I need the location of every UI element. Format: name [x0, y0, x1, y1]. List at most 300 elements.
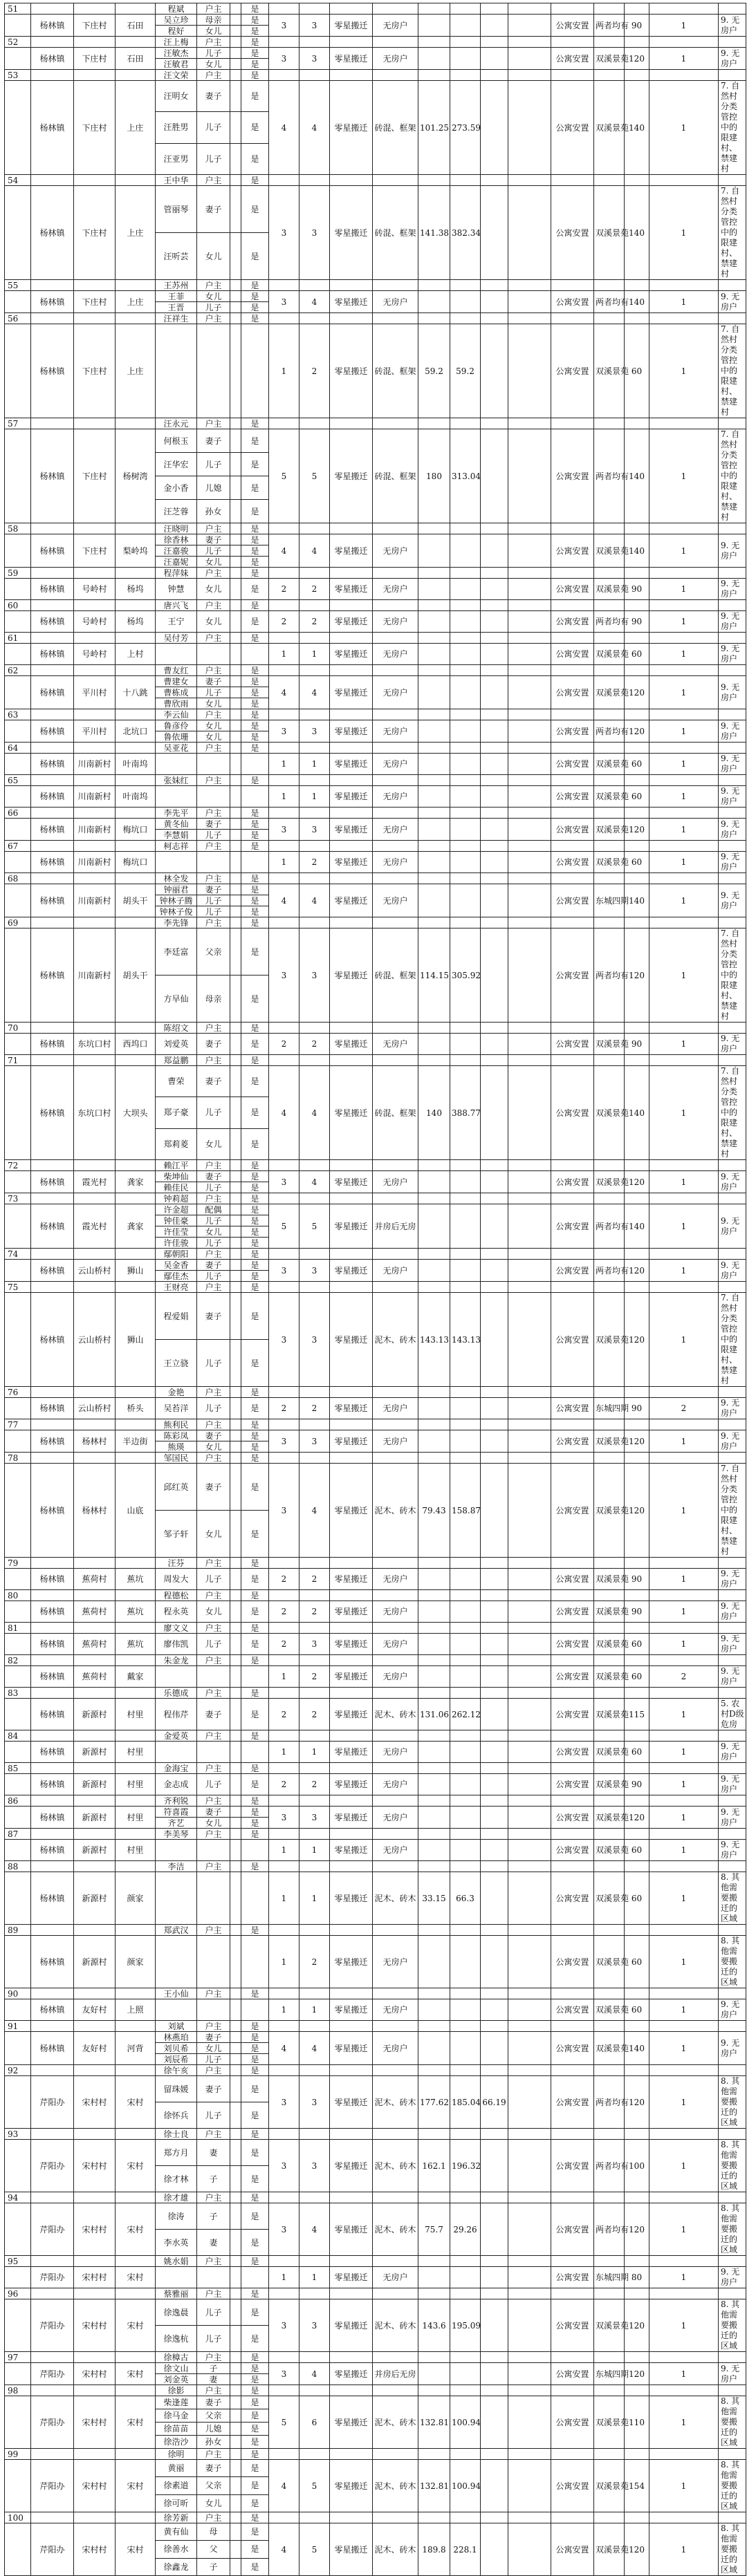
record-structure: 砖混、框架 [373, 81, 418, 175]
record-number: 99 [5, 2449, 31, 2460]
spacer-cell [330, 1763, 373, 1774]
spacer-cell [299, 280, 330, 291]
spacer-cell [31, 1795, 74, 1807]
spacer-cell [116, 2192, 156, 2203]
record-remark: 9. 无房户 [719, 852, 746, 873]
relocation-table-sheet [4, 3, 743, 2576]
record-relocation-type: 零星搬迁 [330, 2396, 373, 2449]
record-number-row [5, 1023, 746, 1034]
spacer-cell [269, 2288, 299, 2299]
member-relation: 女儿 [197, 1226, 230, 1238]
record-households: 3 [269, 2076, 299, 2129]
spacer-cell [299, 2192, 330, 2203]
spacer-cell [330, 743, 373, 754]
record-total-area [450, 644, 481, 665]
spacer-cell [230, 1293, 241, 1340]
record-people: 5 [299, 1204, 330, 1249]
record-extra-area [481, 2140, 508, 2192]
record-total-area: 228.1 [450, 2523, 481, 2576]
spacer-cell [299, 1623, 330, 1634]
spacer-cell [74, 418, 116, 429]
spacer-cell [373, 1160, 418, 1171]
spacer-cell [299, 2129, 330, 2140]
record-number-row [5, 665, 746, 676]
record-town: 杨林镇 [31, 1601, 74, 1623]
record-number: 79 [5, 1558, 31, 1569]
spacer-cell [649, 1387, 719, 1398]
record-units: 1 [649, 324, 719, 418]
member-flag: 是 [241, 2299, 269, 2326]
record-number-row [5, 2129, 746, 2140]
record-households: 3 [269, 819, 299, 841]
spacer-cell [230, 1634, 241, 1655]
spacer-cell [230, 2449, 241, 2460]
spacer-cell [230, 1066, 241, 1097]
spacer-cell [373, 418, 418, 429]
record-people: 4 [299, 1066, 330, 1160]
spacer-cell [481, 37, 508, 48]
record-number: 72 [5, 1160, 31, 1171]
record-site: 双溪景苑 [594, 1293, 625, 1387]
record-site: 两者均有 [594, 2203, 625, 2256]
record-total-area: 59.2 [450, 324, 481, 418]
record-remark: 8. 其他需要搬迁的区域 [719, 2203, 746, 2256]
record-households: 4 [269, 2032, 299, 2065]
spacer-cell [625, 2129, 649, 2140]
spacer-cell [74, 37, 116, 48]
spacer-cell [330, 175, 373, 186]
spacer-cell [625, 2385, 649, 2396]
member-relation: 儿子 [197, 453, 230, 476]
spacer-cell [508, 1988, 551, 1999]
spacer-cell [5, 720, 31, 743]
record-relocation-type: 零星搬迁 [330, 1872, 373, 1925]
spacer-cell [719, 2192, 746, 2203]
spacer-cell [230, 1226, 241, 1238]
member-name: 钟丽君 [156, 884, 197, 895]
spacer-cell [594, 808, 625, 819]
member-flag: 是 [241, 841, 269, 852]
record-extra-area [481, 1999, 508, 2021]
record-households: 1 [269, 1840, 299, 1861]
spacer-cell [649, 37, 719, 48]
member-relation: 母 [197, 2523, 230, 2541]
member-name: 许金超 [156, 1204, 197, 1215]
record-structure: 无房户 [373, 1936, 418, 1988]
spacer-cell [594, 523, 625, 534]
record-structure: 无房户 [373, 1774, 418, 1795]
spacer-cell [508, 1204, 551, 1249]
record-village: 宋村村 [74, 2396, 116, 2449]
record-extra-area [481, 1034, 508, 1055]
record-group: 村里 [116, 1699, 156, 1730]
spacer-cell [481, 3, 508, 15]
spacer-cell [508, 48, 551, 70]
spacer-cell [508, 2032, 551, 2065]
spacer-cell [31, 280, 74, 291]
spacer-cell [649, 1249, 719, 1260]
spacer-cell [269, 1925, 299, 1936]
spacer-cell [230, 280, 241, 291]
record-number: 63 [5, 709, 31, 720]
spacer-cell [625, 1160, 649, 1171]
record-extra-area [481, 1699, 508, 1730]
member-flag: 是 [241, 1699, 269, 1730]
record-number-row [5, 1861, 746, 1872]
record-member-row [5, 1034, 746, 1055]
record-group: 龚家 [116, 1204, 156, 1249]
record-village: 杨林村 [74, 1464, 116, 1558]
member-flag: 是 [241, 1171, 269, 1182]
record-method: 公寓安置 [551, 1569, 594, 1590]
spacer-cell [230, 808, 241, 819]
record-town: 杨林镇 [31, 786, 74, 808]
record-site: 两者均有 [594, 1260, 625, 1282]
spacer-cell [230, 2267, 241, 2288]
spacer-cell [230, 1699, 241, 1730]
spacer-cell [5, 1398, 31, 1419]
spacer-cell [74, 2449, 116, 2460]
spacer-cell [418, 1688, 450, 1699]
record-number-row [5, 1590, 746, 1601]
spacer-cell [116, 709, 156, 720]
record-relocation-type: 零星搬迁 [330, 534, 373, 568]
member-relation: 户主 [197, 633, 230, 644]
record-number-row [5, 633, 746, 644]
record-units: 1 [649, 429, 719, 523]
member-flag: 是 [241, 2449, 269, 2460]
record-extra-area [481, 429, 508, 523]
record-households: 3 [269, 1807, 299, 1829]
spacer-cell [5, 1699, 31, 1730]
spacer-cell [5, 928, 31, 1023]
record-relocation-type: 零星搬迁 [330, 1601, 373, 1623]
record-method: 公寓安置 [551, 1601, 594, 1623]
spacer-cell [31, 418, 74, 429]
member-relation: 妻子 [197, 1807, 230, 1818]
record-member-row [5, 720, 746, 731]
spacer-cell [230, 1795, 241, 1807]
record-units: 1 [649, 819, 719, 841]
spacer-cell [116, 665, 156, 676]
record-units: 1 [649, 2203, 719, 2256]
member-flag: 是 [241, 557, 269, 568]
spacer-cell [230, 1128, 241, 1159]
member-flag: 是 [241, 302, 269, 313]
member-relation: 妻子 [197, 1260, 230, 1271]
record-extra-area [481, 15, 508, 37]
spacer-cell [373, 1193, 418, 1204]
spacer-cell [373, 1558, 418, 1569]
spacer-cell [508, 2192, 551, 2203]
member-relation: 女儿 [197, 1128, 230, 1159]
record-member-row [5, 1430, 746, 1441]
spacer-cell [31, 1193, 74, 1204]
spacer-cell [230, 70, 241, 81]
record-size: 120 [625, 1807, 649, 1829]
record-group: 叶南坞 [116, 754, 156, 775]
spacer-cell [719, 1590, 746, 1601]
record-units: 1 [649, 2032, 719, 2065]
spacer-cell [230, 1936, 241, 1988]
spacer-cell [116, 2352, 156, 2363]
spacer-cell [269, 917, 299, 928]
record-member-row [5, 81, 746, 112]
record-village: 下庄村 [74, 48, 116, 70]
spacer-cell [508, 186, 551, 280]
record-area [418, 1742, 450, 1763]
member-flag: 是 [241, 1204, 269, 1215]
record-remark: 9. 无房户 [719, 644, 746, 665]
spacer-cell [373, 1655, 418, 1666]
spacer-cell [230, 1282, 241, 1293]
spacer-cell [74, 808, 116, 819]
spacer-cell [625, 2449, 649, 2460]
record-number-row [5, 808, 746, 819]
member-flag: 是 [241, 2541, 269, 2558]
record-people: 3 [299, 186, 330, 280]
spacer-cell [508, 917, 551, 928]
spacer-cell [269, 2065, 299, 2076]
record-people: 4 [299, 1171, 330, 1193]
spacer-cell [74, 1419, 116, 1430]
spacer-cell [230, 545, 241, 557]
spacer-cell [299, 1419, 330, 1430]
spacer-cell [330, 1160, 373, 1171]
member-name: 鲁彦伶 [156, 720, 197, 731]
member-relation: 儿子 [197, 1238, 230, 1249]
member-name: 陈绍文 [156, 1023, 197, 1034]
record-remark: 8. 其他需要搬迁的区域 [719, 2299, 746, 2352]
spacer-cell [299, 2385, 330, 2396]
record-households: 4 [269, 2460, 299, 2512]
member-name: 汪亚男 [156, 143, 197, 174]
spacer-cell [5, 819, 31, 841]
record-member-row [5, 786, 746, 808]
spacer-cell [31, 1387, 74, 1398]
member-name: 张妹红 [156, 775, 197, 786]
member-name: 李云仙 [156, 709, 197, 720]
member-relation: 儿子 [197, 830, 230, 841]
member-flag: 是 [241, 1829, 269, 1840]
record-remark: 8. 其他需要搬迁的区域 [719, 2076, 746, 2129]
record-method: 公寓安置 [551, 1260, 594, 1282]
record-number-row [5, 313, 746, 324]
record-remark: 9. 无房户 [719, 1260, 746, 1282]
record-number: 53 [5, 70, 31, 81]
member-flag [241, 1840, 269, 1861]
spacer-cell [230, 687, 241, 698]
record-households: 1 [269, 2267, 299, 2288]
spacer-cell [450, 2192, 481, 2203]
member-flag [241, 1936, 269, 1988]
record-households: 1 [269, 324, 299, 418]
spacer-cell [481, 1829, 508, 1840]
record-number: 86 [5, 1795, 31, 1807]
record-town: 杨林镇 [31, 1742, 74, 1763]
record-size: 60 [625, 852, 649, 873]
record-size: 90 [625, 611, 649, 633]
spacer-cell [450, 917, 481, 928]
member-name: 刘金英 [156, 2374, 197, 2385]
spacer-cell [450, 2065, 481, 2076]
spacer-cell [719, 873, 746, 884]
spacer-cell [299, 568, 330, 579]
spacer-cell [450, 523, 481, 534]
spacer-cell [74, 1160, 116, 1171]
member-name: 许佳骏 [156, 1238, 197, 1249]
spacer-cell [551, 2385, 594, 2396]
record-total-area: 185.04 [450, 2076, 481, 2129]
member-name: 姚水娟 [156, 2256, 197, 2267]
record-structure: 无房户 [373, 1807, 418, 1829]
record-group: 北坑口 [116, 720, 156, 743]
record-method: 公寓安置 [551, 1204, 594, 1249]
record-number: 64 [5, 743, 31, 754]
spacer-cell [5, 1171, 31, 1193]
spacer-cell [450, 1623, 481, 1634]
spacer-cell [230, 2166, 241, 2192]
spacer-cell [230, 720, 241, 731]
spacer-cell [230, 186, 241, 233]
spacer-cell [373, 2129, 418, 2140]
spacer-cell [508, 2267, 551, 2288]
spacer-cell [230, 1558, 241, 1569]
member-relation: 子 [197, 2558, 230, 2575]
member-relation [197, 1999, 230, 2021]
spacer-cell [719, 1282, 746, 1293]
member-relation: 孙女 [197, 2436, 230, 2449]
record-town: 杨林镇 [31, 1999, 74, 2021]
record-size: 120 [625, 720, 649, 743]
spacer-cell [481, 1730, 508, 1742]
spacer-cell [508, 754, 551, 775]
record-area: 33.15 [418, 1872, 450, 1925]
record-area [418, 754, 450, 775]
spacer-cell [450, 1730, 481, 1742]
record-total-area: 158.87 [450, 1464, 481, 1558]
record-remark: 8. 其他需要搬迁的区域 [719, 2460, 746, 2512]
record-extra-area [481, 2523, 508, 2576]
record-size: 60 [625, 1634, 649, 1655]
spacer-cell [116, 2129, 156, 2140]
record-number: 76 [5, 1387, 31, 1398]
member-relation: 儿子 [197, 1634, 230, 1655]
spacer-cell [508, 1558, 551, 1569]
record-size: 140 [625, 186, 649, 280]
spacer-cell [594, 2256, 625, 2267]
record-structure: 泥木、砖木 [373, 1872, 418, 1925]
spacer-cell [230, 611, 241, 633]
member-relation: 儿子 [197, 1340, 230, 1387]
member-name: 汪永元 [156, 418, 197, 429]
record-extra-area [481, 1840, 508, 1861]
spacer-cell [230, 37, 241, 48]
record-units: 1 [649, 1840, 719, 1861]
record-size: 90 [625, 1774, 649, 1795]
spacer-cell [719, 1023, 746, 1034]
spacer-cell [481, 1558, 508, 1569]
record-size: 60 [625, 1936, 649, 1988]
record-group: 村里 [116, 1774, 156, 1795]
spacer-cell [594, 1193, 625, 1204]
record-town: 杨林镇 [31, 1398, 74, 1419]
spacer-cell [230, 1249, 241, 1260]
member-name [156, 2267, 197, 2288]
record-group: 戴家 [116, 1666, 156, 1688]
spacer-cell [450, 1282, 481, 1293]
record-group: 蕉坑 [116, 1601, 156, 1623]
record-member-row [5, 1666, 746, 1688]
record-town: 杨林镇 [31, 1666, 74, 1688]
spacer-cell [649, 2449, 719, 2460]
spacer-cell [719, 1055, 746, 1066]
spacer-cell [230, 786, 241, 808]
spacer-cell [31, 665, 74, 676]
record-extra-area [481, 1398, 508, 1419]
member-name: 程斌 [156, 3, 197, 15]
member-relation: 户主 [197, 418, 230, 429]
record-households: 5 [269, 2396, 299, 2449]
member-flag: 是 [241, 2326, 269, 2352]
spacer-cell [230, 1688, 241, 1699]
member-name: 邹子轩 [156, 1511, 197, 1558]
member-flag: 是 [241, 1511, 269, 1558]
spacer-cell [230, 906, 241, 917]
record-people: 4 [299, 2032, 330, 2065]
record-village: 杨林村 [74, 1430, 116, 1453]
spacer-cell [551, 2288, 594, 2299]
record-people: 2 [299, 1936, 330, 1988]
record-extra-area [481, 291, 508, 313]
spacer-cell [74, 1453, 116, 1464]
spacer-cell [481, 2065, 508, 2076]
spacer-cell [418, 1925, 450, 1936]
spacer-cell [481, 1249, 508, 1260]
spacer-cell [116, 2385, 156, 2396]
spacer-cell [625, 313, 649, 324]
spacer-cell [116, 1160, 156, 1171]
record-units: 1 [649, 786, 719, 808]
record-area: 180 [418, 429, 450, 523]
member-flag: 是 [241, 1623, 269, 1634]
record-units: 1 [649, 1634, 719, 1655]
record-member-row [5, 1699, 746, 1730]
spacer-cell [418, 743, 450, 754]
spacer-cell [74, 523, 116, 534]
record-total-area [450, 2363, 481, 2385]
member-flag: 是 [241, 429, 269, 453]
member-flag: 是 [241, 3, 269, 15]
record-people: 3 [299, 2140, 330, 2192]
record-village: 号岭村 [74, 611, 116, 633]
spacer-cell [551, 775, 594, 786]
member-relation: 母亲 [197, 976, 230, 1023]
member-flag: 是 [241, 2409, 269, 2423]
spacer-cell [269, 2512, 299, 2523]
spacer-cell [230, 2032, 241, 2043]
record-town: 芹阳办 [31, 2140, 74, 2192]
spacer-cell [31, 2129, 74, 2140]
spacer-cell [551, 313, 594, 324]
spacer-cell [230, 2256, 241, 2267]
record-households: 2 [269, 579, 299, 600]
record-total-area [450, 1171, 481, 1193]
spacer-cell [649, 2129, 719, 2140]
record-site: 双溪景苑 [594, 852, 625, 873]
member-relation: 户主 [197, 1453, 230, 1464]
spacer-cell [31, 3, 74, 15]
